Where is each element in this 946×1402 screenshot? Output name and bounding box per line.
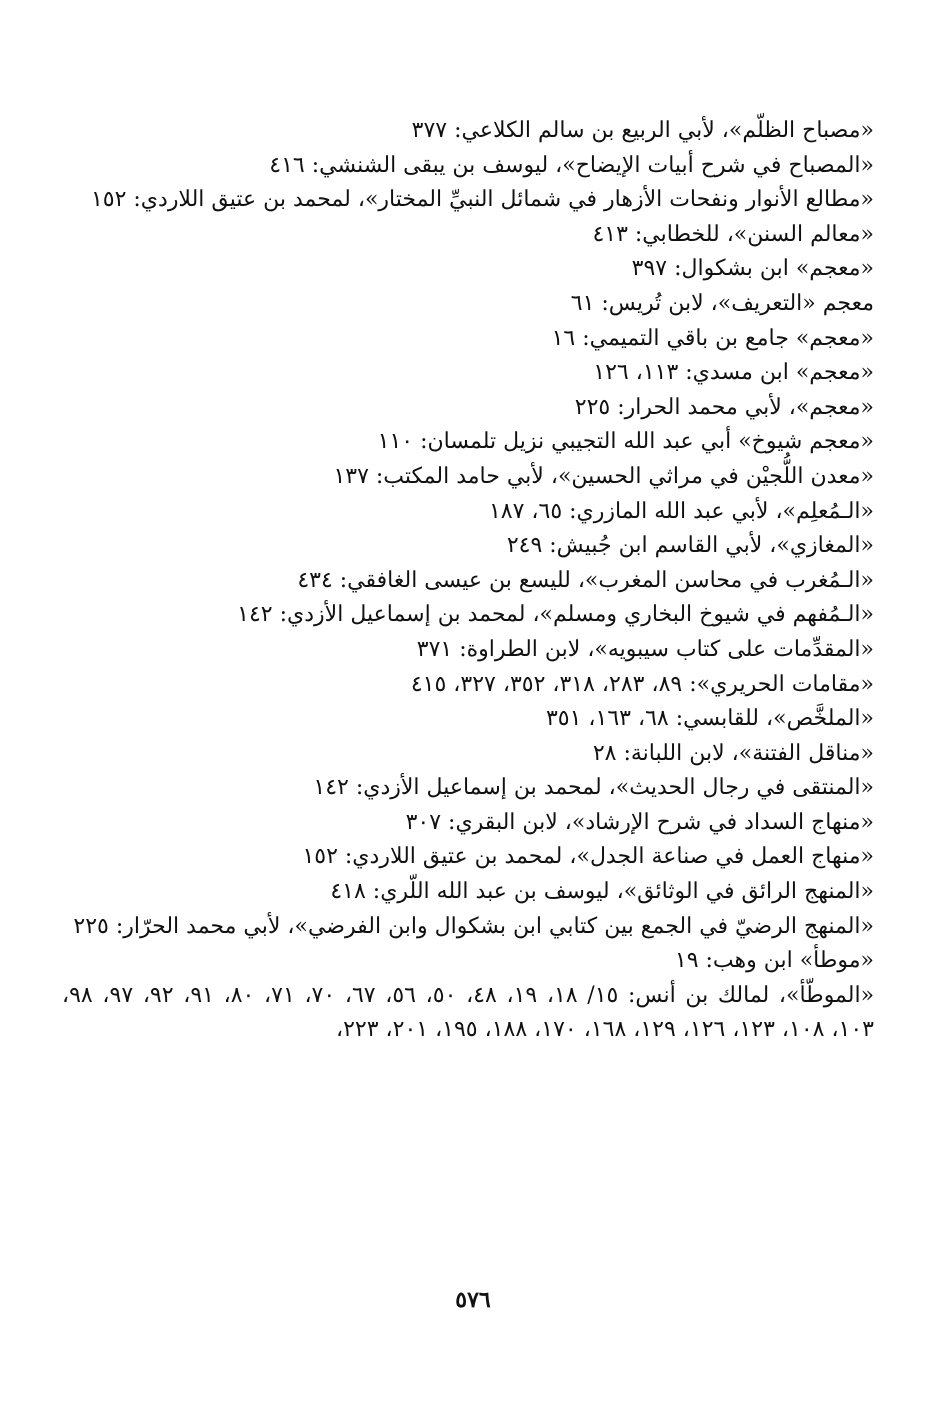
index-entry: معجم «التعريف»، لابن تُريس: ٦١ [570,290,874,316]
index-entry: «الـمُفهم في شيوخ البخاري ومسلم»، لمحمد بن إسماعيل الأزدي: ١٤٢ [237,602,874,628]
index-entry: «معدن اللُّجيْن في مراثي الحسين»، لأبي حامد المكتب: ١٣٧ [333,463,874,489]
index-entry: «مقامات الحريري»: ٨٩، ٢٨٣، ٣١٨، ٣٥٢، ٣٢٧، ٤١٥ [410,671,874,697]
index-entry: «معالم السنن»، للخطابي: ٤١٣ [592,221,874,247]
index-entry: «الـمُعلِم»، لأبي عبد الله المازري: ٦٥، ١٨٧ [488,498,874,524]
index-entry: «منهاج السداد في شرح الإرشاد»، لابن البقري: ٣٠٧ [405,809,874,835]
index-entry: «معجم» جامع بن باقي التميمي: ١٦ [551,325,874,351]
index-entries [62,114,874,1048]
index-entry: «معجم» ابن بشكوال: ٣٩٧ [631,256,874,282]
index-entry: «منهاج العمل في صناعة الجدل»، لمحمد بن عتيق اللاردي: ١٥٢ [302,844,874,870]
index-entry: «الملخَّص»، للقابسي: ٦٨، ١٦٣، ٣٥١ [545,706,874,732]
index-entry: «المنهج الرضيّ في الجمع بين كتابي ابن بشكوال وابن الفرضي»، لأبي محمد الحرّار: ٢٢٥ [73,913,874,939]
index-entry: «معجم شيوخ» أبي عبد الله التجيبي نزيل تلمسان: ١١٠ [377,429,874,455]
index-entry: «المصباح في شرح أبيات الإيضاح»، ليوسف بن يبقى الشنشي: ٤١٦ [269,152,874,178]
page-number: ٥٧٦ [455,1287,491,1313]
index-entry: «مصباح الظلّم»، لأبي الربيع بن سالم الكلاعي: ٣٧٧ [411,118,874,143]
index-entry: «الـمُغرب في محاسن المغرب»، لليسع بن عيسى الغافقي: ٤٣٤ [297,567,874,593]
index-entry-multiline: «الموطّأ»، لمالك بن أنس: ١٥/ ١٨، ١٩، ٤٨، ٥٠، ٥٦، ٦٧، ٧٠، ٧١، ٨٠، ٩١، ٩٢، ٩٧، ٩٨، ١٠٣، ١٠٨، ١٢٣، ١٢٦، ١٢٩، ١٦٨، ١٧٠، ١٨٨، ١٩٥، ٢٠١، ٢٢٣، [62,982,875,1043]
index-entry: «مناقل الفتنة»، لابن اللبانة: ٢٨ [592,740,874,766]
index-entry: «مطالع الأنوار ونفحات الأزهار في شمائل النبيِّ المختار»، لمحمد بن عتيق اللاردي: ١٥٢ [90,187,874,213]
index-entry: «موطأ» ابن وهب: ١٩ [674,948,874,974]
index-entry: «المقدِّمات على كتاب سيبويه»، لابن الطراوة: ٣٧١ [416,636,874,662]
index-entry: «المغازي»، لأبي القاسم ابن جُبيش: ٢٤٩ [506,533,874,559]
index-entry: «معجم»، لأبي محمد الحرار: ٢٢٥ [574,394,874,420]
index-entry: «المنهج الرائق في الوثائق»، ليوسف بن عبد الله اللّري: ٤١٨ [330,879,874,905]
index-entry: «معجم» ابن مسدي: ١١٣، ١٢٦ [593,360,874,386]
index-entry: «المنتقى في رجال الحديث»، لمحمد بن إسماعيل الأزدي: ١٤٢ [313,775,874,801]
